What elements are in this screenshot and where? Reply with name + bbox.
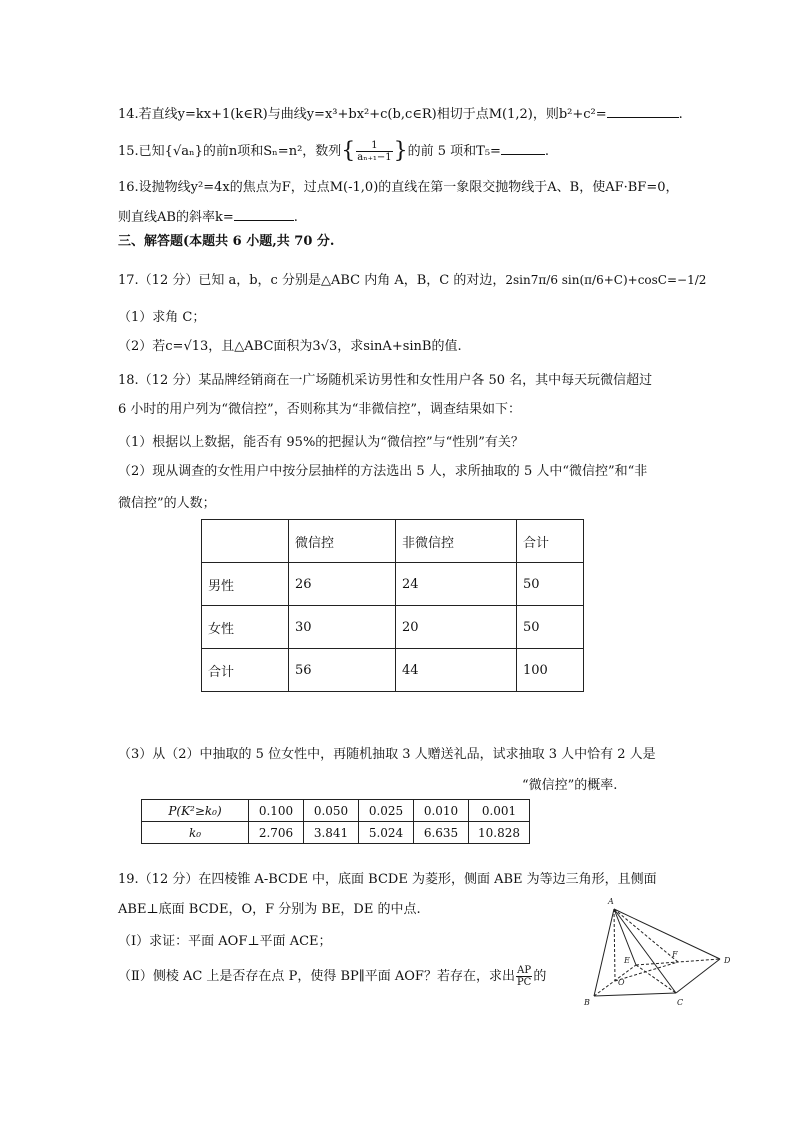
q15-brace-right: } (393, 138, 408, 164)
pyramid-figure (578, 893, 738, 1013)
label-b: B (584, 998, 590, 1007)
table-cell: 3.841 (304, 822, 359, 844)
question-19-part1: （Ⅰ）求证：平面 AOF⊥平面 ACE； (118, 934, 332, 949)
table-row (202, 606, 584, 649)
question-17-part2: （2）若c=√13，且△ABC面积为3√3，求sinA+sinB的值. (118, 339, 462, 354)
edge-cd (676, 959, 720, 993)
table-cell: 微信控 (289, 520, 396, 563)
q15-suffix: 的前 5 项和T₅= (407, 144, 501, 159)
question-18-part1: （1）根据以上数据，能否有 95%的把握认为“微信控”与“性别”有关？ (118, 435, 524, 450)
table-cell: 5.024 (359, 822, 414, 844)
table-cell: 20 (396, 606, 517, 649)
q19-p2-text: （Ⅱ）侧棱 AC 上是否存在点 P，使得 BP∥平面 AOF？若存在，求出 (118, 969, 515, 984)
table-cell: 0.050 (304, 800, 359, 822)
q15-mid: }的前n项和Sₙ=n²，数列 (194, 144, 342, 159)
q15-frac-den: aₙ₊₁−1 (357, 152, 392, 163)
q17-stem-text: 17.（12 分）已知 a，b，c 分别是△ABC 内角 A，B，C 的对边， (118, 273, 506, 288)
table-cell: 10.828 (469, 822, 530, 844)
table-cell: P(K²≥k₀) (142, 800, 249, 822)
table-cell: 44 (396, 649, 517, 692)
label-e: E (624, 956, 630, 965)
q19-p2-end: 的 (533, 969, 547, 984)
question-18-line1: 18.（12 分）某品牌经销商在一广场随机采访男性和女性用户各 50 名，其中每天玩微信超过 (118, 373, 653, 388)
q15-blank (501, 140, 545, 155)
q14-blank (607, 103, 679, 118)
q16-blank (234, 206, 294, 221)
q15-fraction (356, 140, 392, 163)
question-18-part2a: （2）现从调查的女性用户中按分层抽样的方法选出 5 人，求所抽取的 5 人中“微信控”和“非 (118, 464, 648, 479)
label-o: O (618, 978, 625, 987)
question-14 (118, 103, 683, 125)
q19-frac-den: PC (516, 977, 532, 988)
table-cell: 56 (289, 649, 396, 692)
table-cell: 26 (289, 563, 396, 606)
q16-end: . (293, 210, 298, 225)
q15-brace-left: { (341, 138, 356, 164)
label-d: D (724, 956, 731, 965)
q19-fraction (516, 965, 532, 988)
q15-sqrt-term: √aₙ (172, 144, 195, 159)
edge-ao (614, 909, 615, 981)
table-cell: 24 (396, 563, 517, 606)
question-18-part3b: “微信控”的概率. (522, 778, 618, 793)
table-cell: 0.025 (359, 800, 414, 822)
q17-formula: 2sin7π/6 sin(π/6+C)+cosC=−1/2 (505, 273, 707, 287)
survey-table (201, 519, 584, 692)
q19-frac-num: AP (517, 965, 532, 976)
question-19-line2: ABE⊥底面 BCDE，O，F 分别为 BE，DE 的中点. (118, 902, 421, 917)
question-18-part2b: 微信控”的人数； (118, 496, 216, 511)
table-cell: 非微信控 (396, 520, 517, 563)
edge-ad (614, 909, 720, 959)
edge-ec (636, 965, 676, 993)
q16-line2-text: 则直线AB的斜率k= (118, 210, 234, 225)
table-cell: 合计 (517, 520, 584, 563)
question-17-part1: （1）求角 C； (118, 310, 206, 325)
critical-value-table (141, 799, 530, 844)
table-cell (202, 520, 289, 563)
question-18-line2: 6 小时的用户列为“微信控”，否则称其为“非微信控”，调查结果如下： (118, 402, 521, 417)
table-cell: 100 (517, 649, 584, 692)
label-c: C (677, 998, 684, 1007)
table-cell: 0.001 (469, 800, 530, 822)
table-cell: 0.010 (414, 800, 469, 822)
table-row (202, 563, 584, 606)
table-cell: 50 (517, 606, 584, 649)
table-cell: k₀ (142, 822, 249, 844)
question-19-line1: 19.（12 分）在四棱锥 A-BCDE 中，底面 BCDE 为菱形，侧面 ABE 为等边三角形，且侧面 (118, 872, 657, 887)
table-cell: 30 (289, 606, 396, 649)
question-18-part3a: （3）从（2）中抽取的 5 位女性中，再随机抽取 3 人赠送礼品，试求抽取 3 人中恰有 2 人是 (118, 747, 656, 762)
table-cell: 男性 (202, 563, 289, 606)
edge-af (614, 909, 678, 962)
table-cell: 50 (517, 563, 584, 606)
table-row (142, 822, 530, 844)
table-cell: 合计 (202, 649, 289, 692)
q14-text: 14.若直线y=kx+1(k∈R)与曲线y=x³+bx²+c(b,c∈R)相切于点M(1,2)，则b²+c²= (118, 107, 607, 122)
q15-frac-num: 1 (356, 140, 392, 152)
table-row (142, 800, 530, 822)
question-17-stem (118, 270, 706, 291)
label-f: F (672, 950, 678, 959)
q15-prefix: 15.已知{ (118, 144, 173, 159)
table-cell: 女性 (202, 606, 289, 649)
table-cell: 0.100 (249, 800, 304, 822)
table-cell: 6.635 (414, 822, 469, 844)
edge-bc (594, 993, 676, 996)
question-15 (118, 140, 549, 163)
label-a: A (608, 897, 614, 906)
q14-end: . (678, 107, 683, 122)
question-16-line2 (118, 206, 298, 228)
table-row (202, 649, 584, 692)
q15-end: . (544, 144, 550, 159)
question-16-line1: 16.设抛物线y²=4x的焦点为F，过点M(-1,0)的直线在第一象限交抛物线于A、B，使AF·BF=0， (118, 180, 679, 195)
table-header-row (202, 520, 584, 563)
table-cell: 2.706 (249, 822, 304, 844)
question-19-part2 (118, 965, 546, 988)
section-3-title: 三、解答题(本题共 6 小题,共 70 分. (118, 234, 335, 249)
